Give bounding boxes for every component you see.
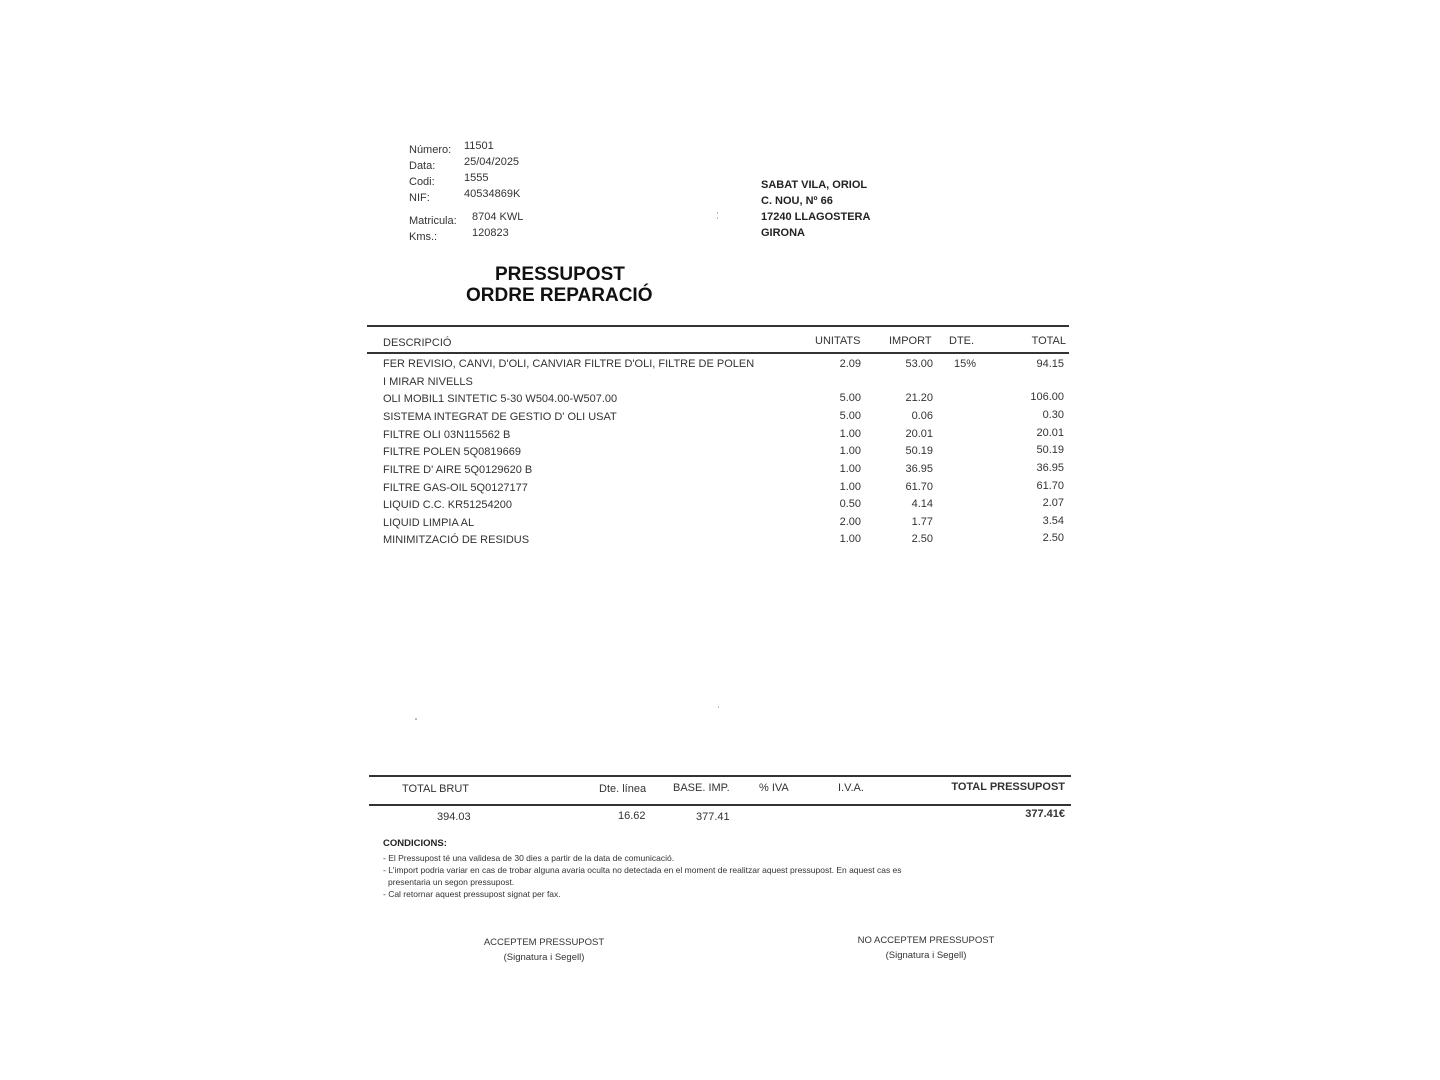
totals-header-vat: I.V.A.	[838, 782, 864, 794]
cell-description: FILTRE OLI 03N115562 B	[383, 429, 511, 441]
meta-label: Matricula:	[409, 215, 457, 227]
cell-total: 36.95	[1036, 462, 1064, 474]
totals-header-line-discount: Dte. línea	[599, 783, 647, 795]
cell-import: 0.06	[911, 410, 933, 422]
signature-reject	[846, 935, 1006, 961]
meta-field-nif	[409, 188, 609, 206]
totals-top-rule	[369, 775, 1071, 777]
meta-label: Kms.:	[409, 231, 438, 243]
client-name: SABAT VILA, ORIOL	[761, 179, 868, 191]
client-province: GIRONA	[761, 227, 805, 239]
table-row	[367, 482, 1067, 499]
totals-values	[369, 810, 1071, 826]
meta-value: 120823	[472, 227, 509, 239]
condition-item: - L'import podria variar en cas de trobar alguna avaria oculta no detectada en el moment de realitzar aquest pressupost. En aquest cas es	[383, 865, 902, 875]
meta-label: Número:	[409, 144, 452, 156]
totals-header-gross: TOTAL BRUT	[402, 783, 470, 795]
totals-total-value: 377.41€	[1025, 808, 1065, 820]
cell-total: 2.50	[1042, 532, 1064, 544]
cell-units: 1.00	[839, 533, 861, 545]
cell-description: FILTRE D' AIRE 5Q0129620 B	[383, 464, 533, 476]
cell-import: 50.19	[905, 445, 933, 457]
table-row	[367, 499, 1067, 516]
scan-speck	[717, 212, 718, 214]
table-row	[367, 358, 1067, 375]
cell-total: 94.15	[1036, 358, 1064, 370]
title-line-1: PRESSUPOST	[495, 264, 625, 285]
totals-header-total: TOTAL PRESSUPOST	[951, 781, 1065, 793]
totals-line-discount-value: 16.62	[618, 810, 646, 822]
client-city: 17240 LLAGOSTERA	[761, 211, 871, 223]
cell-units: 2.00	[839, 516, 861, 528]
conditions	[383, 838, 1023, 900]
items-table-body	[367, 358, 1069, 558]
totals-header-vat-pct: % IVA	[759, 782, 789, 794]
cell-total: 0.30	[1042, 409, 1064, 421]
cell-units: 1.00	[839, 445, 861, 457]
table-row	[367, 517, 1067, 534]
table-row	[367, 376, 1067, 393]
client-street: C. NOU, Nº 66	[761, 195, 833, 207]
cell-import: 21.20	[905, 392, 933, 404]
condition-item: - Cal retornar aquest pressupost signat per fax.	[383, 889, 561, 899]
cell-total: 3.54	[1042, 515, 1064, 527]
table-row	[367, 393, 1067, 410]
table-row	[367, 534, 1067, 551]
cell-import: 20.01	[905, 428, 933, 440]
cell-import: 53.00	[905, 358, 933, 370]
meta-value: 1555	[464, 172, 489, 184]
cell-units: 1.00	[839, 481, 861, 493]
cell-units: 1.00	[839, 463, 861, 475]
cell-description: LIQUID LIMPIA AL	[383, 517, 475, 529]
cell-description: LIQUID C.C. KR51254200	[383, 499, 513, 511]
cell-description: FER REVISIO, CANVI, D'OLI, CANVIAR FILTRE D'OLI, FILTRE DE POLEN	[383, 358, 755, 370]
totals-header-tax-base: BASE. IMP.	[673, 782, 730, 794]
scan-speck	[718, 706, 719, 708]
cell-description: FILTRE GAS-OIL 5Q0127177	[383, 482, 528, 494]
signature-reject-title: NO ACCEPTEM PRESSUPOST	[857, 935, 995, 946]
header-discount: DTE.	[949, 335, 975, 347]
client-address	[761, 177, 870, 241]
scan-speck	[717, 217, 718, 219]
meta-value: 11501	[464, 140, 494, 152]
title-line-2: ORDRE REPARACIÓ	[466, 285, 653, 306]
table-header-rule	[367, 352, 1069, 354]
signature-accept	[464, 937, 624, 963]
header-description: DESCRIPCIÓ	[383, 337, 452, 349]
cell-description: SISTEMA INTEGRAT DE GESTIO D' OLI USAT	[383, 411, 617, 423]
table-row	[367, 464, 1067, 481]
cell-import: 61.70	[905, 481, 933, 493]
table-row	[367, 429, 1067, 446]
cell-total: 61.70	[1036, 480, 1064, 492]
items-table-header	[367, 335, 1069, 351]
table-top-rule	[367, 325, 1069, 327]
meta-label: Data:	[409, 160, 436, 172]
cell-total: 20.01	[1036, 427, 1064, 439]
meta-value: 25/04/2025	[464, 156, 520, 168]
cell-units: 5.00	[839, 392, 861, 404]
cell-units: 1.00	[839, 428, 861, 440]
meta-label: NIF:	[409, 192, 430, 204]
header-units: UNITATS	[815, 335, 861, 347]
meta-label: Codi:	[409, 176, 435, 188]
header-total: TOTAL	[1031, 335, 1066, 347]
table-row	[367, 411, 1067, 428]
cell-description: I MIRAR NIVELLS	[383, 376, 473, 388]
conditions-title: CONDICIONS:	[383, 838, 447, 849]
cell-units: 2.09	[839, 358, 861, 370]
cell-total: 50.19	[1036, 444, 1064, 456]
condition-item: - El Pressupost té una validesa de 30 dies a partir de la data de comunicació.	[383, 853, 675, 863]
header-import: IMPORT	[889, 335, 932, 347]
table-row	[367, 446, 1067, 463]
cell-description: FILTRE POLEN 5Q0819669	[383, 446, 521, 458]
cell-units: 0.50	[839, 498, 861, 510]
cell-import: 2.50	[911, 533, 933, 545]
signature-accept-title: ACCEPTEM PRESSUPOST	[483, 937, 605, 948]
totals-header	[369, 782, 1071, 798]
cell-import: 36.95	[905, 463, 933, 475]
totals-header-rule	[369, 804, 1071, 806]
cell-discount: 15%	[954, 358, 977, 370]
meta-value: 8704 KWL	[472, 211, 524, 223]
scan-speck	[415, 718, 417, 720]
cell-import: 4.14	[911, 498, 933, 510]
totals-gross-value: 394.03	[437, 811, 471, 823]
meta-value: 40534869K	[464, 188, 521, 200]
cell-total: 2.07	[1042, 497, 1064, 509]
totals-tax-base-value: 377.41	[696, 811, 730, 823]
cell-total: 106.00	[1030, 391, 1064, 403]
signature-reject-subtitle: (Signatura i Segell)	[885, 950, 967, 961]
document-title	[466, 264, 666, 306]
cell-description: OLI MOBIL1 SINTETIC 5-30 W504.00-W507.00	[383, 393, 618, 405]
meta-field-kms	[409, 227, 609, 245]
cell-import: 1.77	[911, 516, 933, 528]
signature-accept-subtitle: (Signatura i Segell)	[503, 952, 585, 963]
condition-item: presentaria un segon pressupost.	[388, 877, 515, 887]
cell-units: 5.00	[839, 410, 861, 422]
cell-description: MINIMITZACIÓ DE RESIDUS	[383, 534, 530, 546]
